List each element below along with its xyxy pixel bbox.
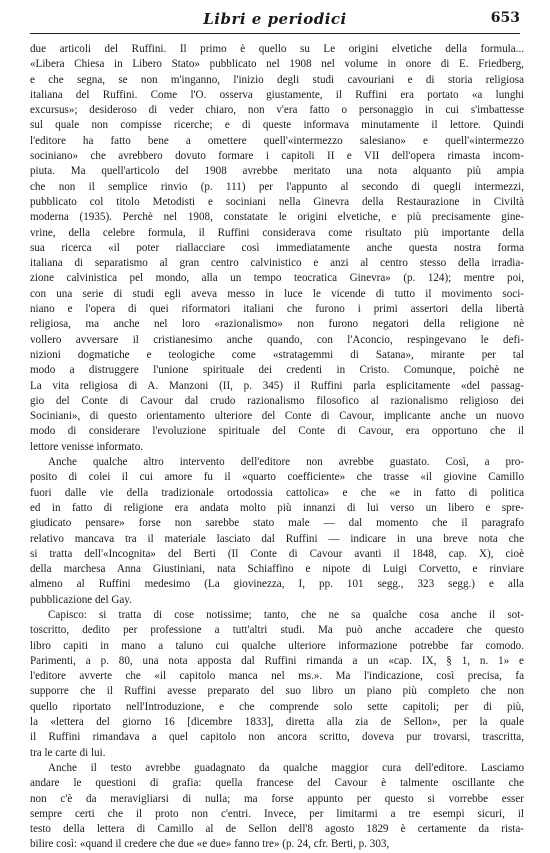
text-line: nizioni dogmatiche e teologiche come «stratagemmi di Satana», mirante per tal [30, 348, 524, 361]
text-line: quello riportato nell'Introduzione, e che comprende solo sette capitoli; per di più, [30, 700, 524, 713]
text-line: giudicato pensare» forse non sarebbe stato male — dal momento che il paragrafo [30, 517, 524, 530]
page-number: 653 [490, 10, 520, 26]
text-line: che non il semplice rinvio (p. 111) per l'appunto al secondo di quegli intermezzi, [30, 180, 524, 193]
text-line: sua ricerca «il poter riallacciare così immediatamente anche questa nostra forma [30, 241, 524, 254]
text-line: fuori dalle vie della tradizionale ortodossia cattolica» e che «e in fatto di politica [30, 486, 524, 499]
text-line: italiana del Ruffini. Come l'O. osserva giustamente, il Ruffini era portato «a lunghi [30, 88, 524, 101]
text-line: gio del Conte di Cavour dal crudo razionalismo filosofico al razionalismo religioso dei [30, 394, 524, 407]
text-line: pubblicato col titolo Metodisti e sociniani nella Ginevra della Restaurazione in Civiltà [30, 195, 524, 208]
text-line: ed in fatto di religione era andata molto più innanzi di lui verso un libero e spre- [30, 501, 524, 514]
text-line: Parimenti, a p. 80, una nota apposta dal Ruffini rimanda a un «cap. IX, § 1, n. 1» e [30, 654, 524, 667]
text-line: si tratta dell'«Incognita» del Berti (Il Conte di Cavour avanti il 1848, cap. X), cioè [30, 547, 524, 560]
header-rule [30, 33, 520, 34]
text-line: libro capiti in mano a taluno cui qualche ulteriore informazione potrebbe far comodo. [30, 639, 524, 652]
text-line: supporre che il Ruffini avesse preparato del suo libro un piano più completo che non [30, 685, 524, 698]
text-line: niano e l'opera di quei riformatori italiani che furono i primi assertori della libertà [30, 303, 524, 316]
text-line: due articoli del Ruffini. Il primo è quello su Le origini elvetiche della formula... [30, 43, 524, 55]
text-line: almeno al Ruffini medesimo (La giovinezza, I, pp. 101 segg., 323 segg.) e alla [30, 578, 524, 591]
text-line: modo a distruggere l'unione spirituale dei credenti in Cristo. Comunque, poichè ne [30, 364, 524, 377]
text-line: tra le carte di lui. [30, 746, 106, 759]
text-line: lettore venisse informato. [30, 440, 144, 453]
text-line: pubblicazione del Gay. [30, 593, 132, 606]
text-line: con una serie di studi egli aveva messo in luce le vicende di tutto il movimento soci- [30, 287, 524, 300]
text-line: sul quale non compisse ricerche; e di queste informava minutamente il lettore. Quindi [30, 119, 524, 132]
text-line: sempre certi che il proto non c'entri. Invece, per limitarmi a tre esempi sicuri, il [30, 807, 524, 820]
text-line: l'editore avverte che «il capitolo manca nel ms.». Ma l'indicazione, così precisa, fa [30, 670, 524, 683]
text-line: andare le questioni di grafia: quella francese del Cavour è talmente oscillante che [30, 777, 524, 790]
text-line: Anche il testo avrebbe guadagnato da qualche maggior cura dell'editore. Lasciamo [48, 761, 524, 774]
body-text [30, 42, 524, 853]
text-line: Anche qualche altro intervento dell'editore non avrebbe guastato. Così, a pro- [48, 456, 524, 469]
paragraph [30, 455, 524, 608]
paragraph [30, 42, 524, 455]
text-line: della marchesa Anna Giustiniani, nata Schiaffino e nipote di Luigi Corvetto, e rinviare [30, 563, 524, 576]
text-line: toscritto, dedito per professione a tutt'altri studi. Ma può anche accadere che questo [30, 624, 524, 637]
text-line: «Libera Chiesa in Libero Stato» pubblicato nel 1908 nel volume in onore di E. Friedberg, [30, 58, 524, 71]
text-line: posito di colei il cui amore fu il «quarto coefficiente» che trasse «il giovine Camillo [30, 471, 524, 484]
text-line: sociniano» che avrebbero dovuto formare i capitoli II e VII dell'opera rimasta incom- [30, 150, 524, 163]
paragraph [30, 608, 524, 761]
paragraph [30, 761, 524, 853]
text-line: moderna (1935). Perchè nel 1908, constatate le origini elvetiche, e più precisamente gine- [30, 211, 524, 224]
text-line: l'editore ha fatto bene a omettere quell'«intermezzo salesiano» e quell'«intermezzo [30, 134, 524, 147]
running-header [30, 10, 520, 30]
text-line: La vita religiosa di A. Manzoni (II, p. 345) il Ruffini parla esplicitamente «del passag- [30, 379, 524, 392]
text-line: vollero avversare il cristianesimo anche quando, con l'Aconcio, respingevano le defi- [30, 333, 524, 346]
text-line: Sociniani», di questo orientamento ulteriore del Conte di Cavour, implicante anche un nuovo [30, 410, 524, 423]
text-line: piuta. Ma quell'articolo del 1908 avrebbe meritato una nota alquanto più ampia [30, 165, 524, 178]
text-line: vrine, della celebre formula, il Ruffini considerava come risultato più importante della [30, 226, 524, 239]
text-line: excursus»; desideroso di veder chiaro, non v'era fatto o personaggio in cui s'imbattesse [30, 104, 524, 117]
text-line: relativo mancava tra il materiale lasciato dal Ruffini — indicare in una breve nota che [30, 532, 524, 545]
text-line: non c'è da meravigliarsi di nulla; ma forse appunto per questo si vorrebbe esser [30, 792, 524, 805]
text-line: Capisco: si tratta di cose notissime; tanto, che ne sa qualche cosa anche il sot- [48, 608, 524, 621]
text-line: religiosa, ma anche nel loro «razionalismo» non furono negatori della religione nè [30, 318, 524, 331]
running-title: Libri e periodici [203, 10, 347, 28]
text-line: modo di considerare l'evoluzione spirituale del Conte di Cavour, era opportuno che il [30, 425, 524, 438]
text-line: la «lettera del giorno 16 [dicembre 1833], diretta alla zia de Sellon», per la quale [30, 716, 524, 729]
text-line: e che segna, se non m'inganno, l'inizio degli studi cavouriani e di storia religiosa [30, 73, 524, 86]
text-line: testo della lettera di Camillo al de Sellon dell'8 agosto 1829 è certamente da rista- [30, 823, 524, 836]
text-line: il Ruffini rimandava a quel capitolo non ancora scritto, doveva pur trovarsi, trascritta, [30, 731, 524, 744]
text-line: zione calvinistica pel mondo, alla un tempo teocratica Ginevra» (p. 124); mentre poi, [30, 272, 524, 285]
text-line: bilire così: «quand il credere che due «e due» fanno tre» (p. 24, cfr. Berti, p. 303, [30, 838, 390, 851]
text-line: italiana di separatismo al gran centro calvinistico e anzi al centro stesso della irradia- [30, 257, 524, 270]
